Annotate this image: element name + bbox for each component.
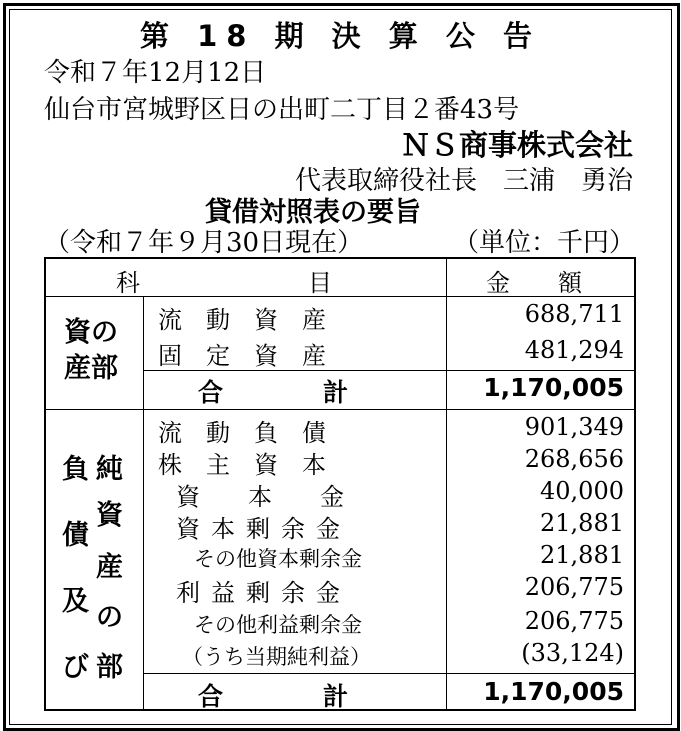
balance-date: （令和７年９月30日現在） <box>44 228 364 258</box>
liab-category-right-2: 資 <box>96 500 123 531</box>
liab-category-right-1: 純 <box>96 454 123 485</box>
row-amount-current-liabilities: 901,349 <box>524 413 624 441</box>
row-amount-capital: 40,000 <box>540 477 624 505</box>
row-amount-capital-surplus: 21,881 <box>540 509 624 537</box>
row-label-retained-earnings: 利益剰余金 <box>176 579 351 607</box>
liab-category-left-2: 債 <box>62 520 89 551</box>
row-label-other-capital-surplus: その他資本剰余金 <box>194 547 362 571</box>
row-label-shareholders-equity: 株 主 資 本 <box>158 451 326 479</box>
amount-divider <box>446 259 447 709</box>
row-amount-net-income: (33,124) <box>521 639 624 667</box>
notice-title: 第 18 期 決 算 公 告 <box>140 19 541 53</box>
row-amount-fixed-assets: 481,294 <box>524 336 624 364</box>
column-header-subject: 科 目 <box>116 269 332 297</box>
liab-category-left-1: 負 <box>62 454 89 485</box>
assets-divider <box>46 409 634 410</box>
assets-total-amount: 1,170,005 <box>483 373 624 402</box>
balance-sheet-title: 貸借対照表の要旨 <box>205 197 421 228</box>
liabilities-total-label: 合 計 <box>198 682 349 711</box>
liab-category-right-5: 部 <box>96 652 123 683</box>
assets-category-line1: 資の <box>64 317 118 348</box>
row-amount-other-capital-surplus: 21,881 <box>540 541 624 569</box>
row-amount-retained-earnings: 206,775 <box>524 573 624 601</box>
liab-category-left-3: 及 <box>62 586 89 617</box>
row-label-current-assets: 流 動 資 産 <box>158 306 326 334</box>
category-divider <box>143 296 144 709</box>
liab-category-right-4: の <box>96 602 123 633</box>
balance-sheet-table <box>44 257 636 711</box>
notice-date: 令和７年12月12日 <box>44 58 267 88</box>
column-header-amount: 金 額 <box>486 269 582 297</box>
liab-category-left-4: び <box>62 652 89 683</box>
row-label-net-income: （うち当期純利益） <box>182 645 371 669</box>
liabilities-total-amount: 1,170,005 <box>483 677 624 706</box>
row-label-capital-surplus: 資本剰余金 <box>176 515 351 543</box>
row-amount-other-retained-earnings: 206,775 <box>524 607 624 635</box>
assets-total-label: 合 計 <box>198 378 349 407</box>
representative: 代表取締役社長 三浦 勇治 <box>294 166 633 196</box>
unit-label: （単位：千円） <box>452 228 635 258</box>
row-label-other-retained-earnings: その他利益剰余金 <box>194 613 362 637</box>
row-amount-current-assets: 688,711 <box>524 300 624 328</box>
liabilities-total-divider <box>143 673 634 674</box>
row-label-fixed-assets: 固 定 資 産 <box>158 342 326 370</box>
row-label-capital: 資 本 金 <box>176 483 344 511</box>
company-address: 仙台市宮城野区日の出町二丁目２番43号 <box>44 95 520 125</box>
assets-category-line2: 産部 <box>64 353 118 384</box>
liab-category-right-3: 産 <box>96 552 123 583</box>
company-name: ＮＳ商事株式会社 <box>400 128 633 162</box>
row-amount-shareholders-equity: 268,656 <box>524 445 624 473</box>
row-label-current-liabilities: 流 動 負 債 <box>158 419 326 447</box>
